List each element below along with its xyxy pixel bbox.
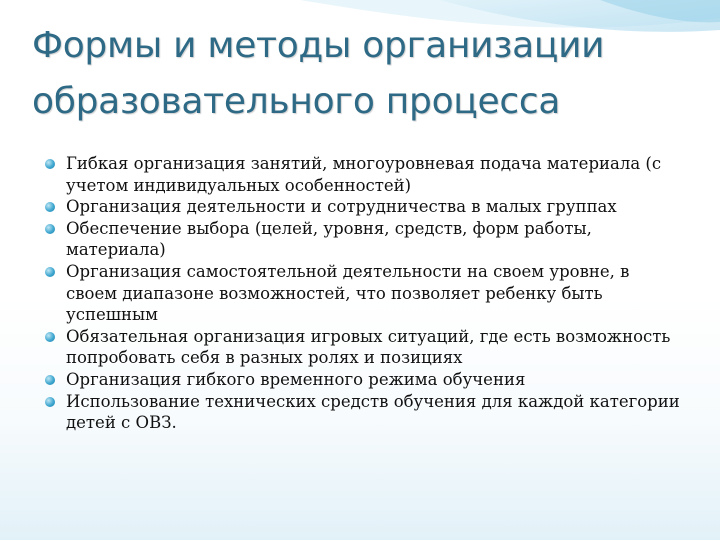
circle-bullet-icon (45, 202, 55, 212)
list-item (44, 196, 684, 218)
circle-bullet-icon (45, 397, 55, 407)
list-item (44, 261, 684, 326)
list-item (44, 153, 684, 196)
list-item (44, 326, 684, 369)
slide-title-line-1: Формы и методы организации (32, 25, 605, 66)
bullet-text: Обеспечение выбора (целей, уровня, средств, форм работы, материала) (66, 218, 592, 260)
bullet-text: Использование технических средств обучения для каждой категории детей с ОВЗ. (66, 391, 680, 433)
list-item (44, 218, 684, 261)
bullet-list (44, 153, 684, 434)
list-item (44, 391, 684, 434)
bullet-text: Организация деятельности и сотрудничества в малых группах (66, 197, 617, 217)
slide-title-line-2: образовательного процесса (32, 81, 561, 122)
circle-bullet-icon (45, 375, 55, 385)
circle-bullet-icon (45, 332, 55, 342)
circle-bullet-icon (45, 224, 55, 234)
circle-bullet-icon (45, 159, 55, 169)
bullet-text: Обязательная организация игровых ситуаций, где есть возможность попробовать себя в разных ролях и позициях (66, 326, 671, 368)
bullet-text: Организация самостоятельной деятельности на своем уровне, в своем диапазоне возможностей, что позволяет ребенку быть успешным (66, 261, 630, 325)
list-item (44, 369, 684, 391)
circle-bullet-icon (45, 267, 55, 277)
slide-title (32, 18, 702, 130)
bullet-text: Организация гибкого временного режима обучения (66, 369, 526, 389)
bullet-text: Гибкая организация занятий, многоуровневая подача материала (с учетом индивидуальных особенностей) (66, 154, 662, 195)
